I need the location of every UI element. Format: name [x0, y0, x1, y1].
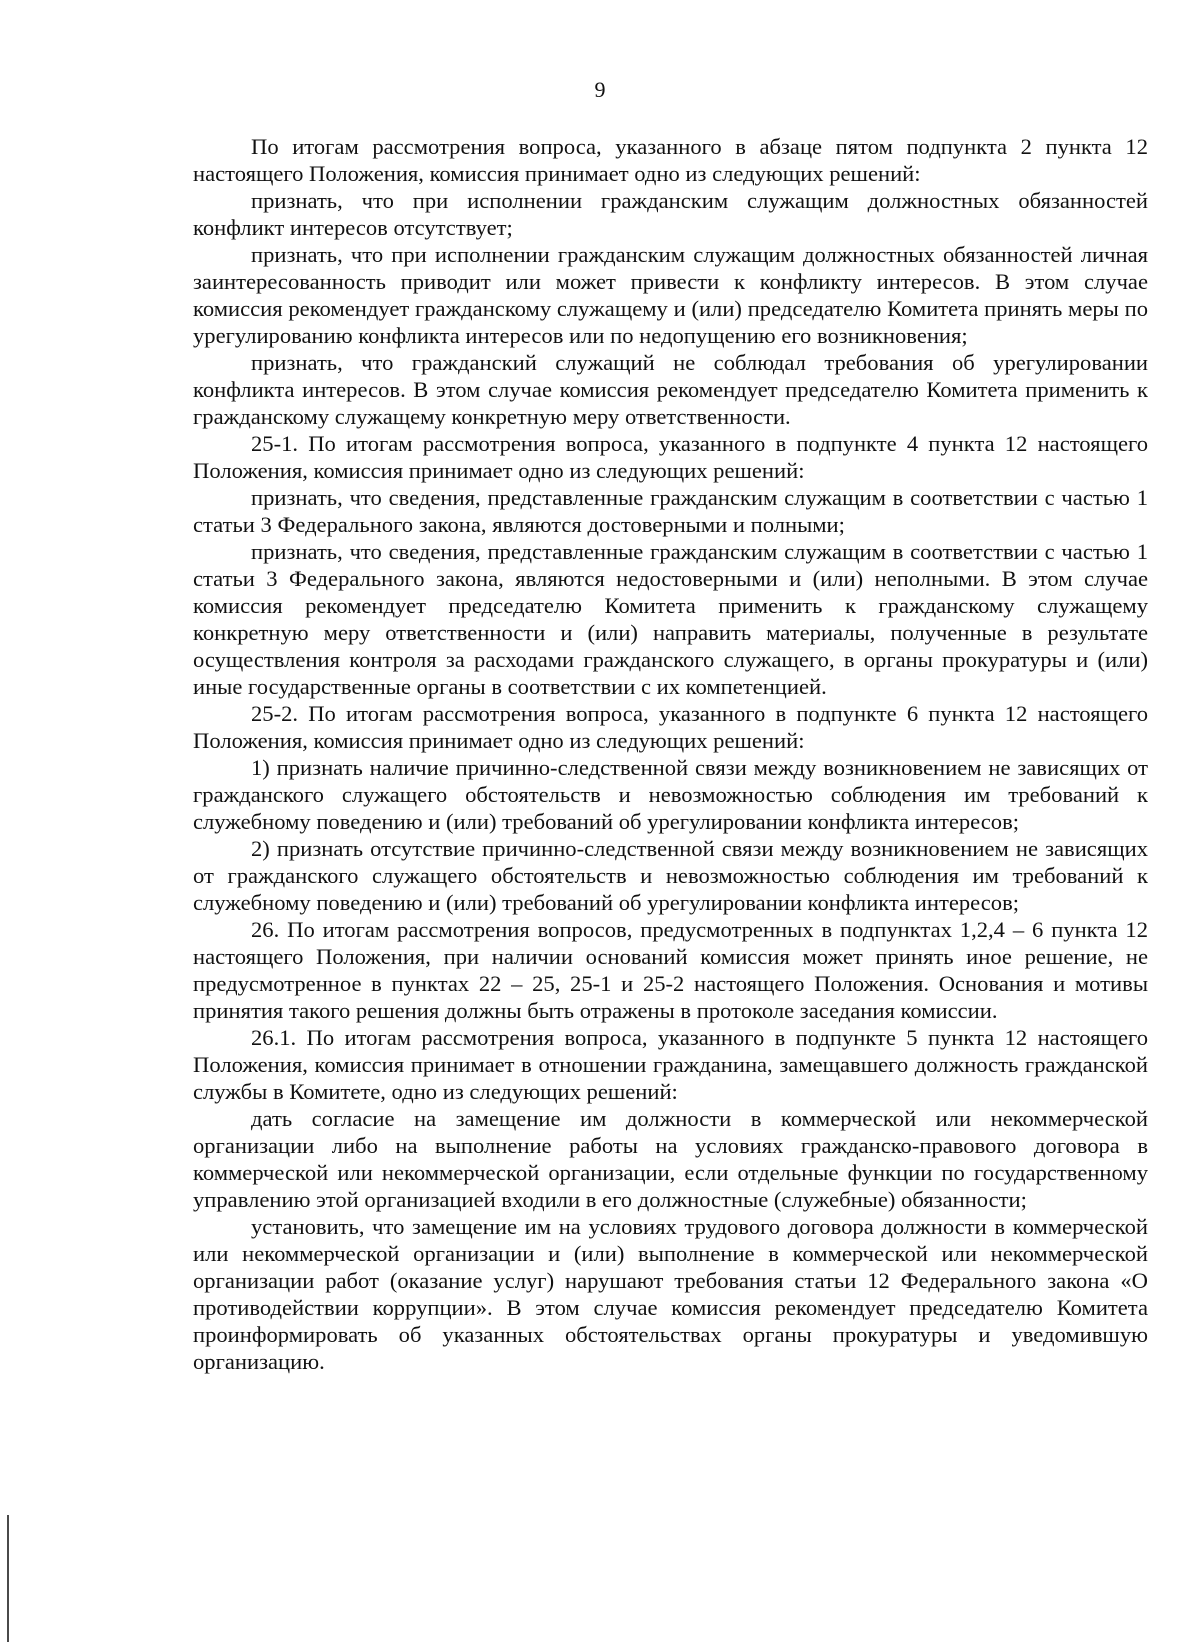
paragraph-intro-decisions: По итогам рассмотрения вопроса, указанного в абзаце пятом подпункта 2 пункта 12 настоящего Положения, комиссия принимает одно из следующих решений: — [193, 134, 1148, 186]
paragraph-25-1: 25-1. По итогам рассмотрения вопроса, указанного в подпункте 4 пункта 12 настоящего Положения, комиссия принимает одно из следующих решений: — [193, 431, 1148, 483]
paragraph-consent: дать согласие на замещение им должности в коммерческой или некоммерческой организации либо на выполнение работы на условиях гражданско-правового договора в коммерческой или некоммерческой организации, если отдельные функции по государственному управлению этой организацией входили в его должностные (служебные) обязанности; — [193, 1106, 1148, 1212]
page-number: 9 — [594, 77, 606, 102]
paragraph-26: 26. По итогам рассмотрения вопросов, предусмотренных в подпунктах 1,2,4 – 6 пункта 12 настоящего Положения, при наличии оснований комиссия может принять иное решение, не предусмотренное в пунктах 22 – 25, 25-1 и 25-2 настоящего Положения. Основания и мотивы принятия такого решения должны быть отражены в протоколе заседания комиссии. — [193, 917, 1148, 1023]
document-body — [193, 133, 1148, 1375]
paragraph-info-unreliable: признать, что сведения, представленные гражданским служащим в соответствии с частью 1 статьи 3 Федерального закона, являются недостоверными и (или) неполными. В этом случае комиссия рекомендует председателю Комитета применить к гражданскому служащему конкретную меру ответственности и (или) направить материалы, полученные в результате осуществления контроля за расходами гражданского служащего, в органы прокуратуры и (или) иные государственные органы в соответствии с их компетенцией. — [193, 539, 1148, 699]
paragraph-requirements-not-met: признать, что гражданский служащий не соблюдал требования об урегулировании конфликта интересов. В этом случае комиссия рекомендует председателю Комитета применить к гражданскому служащему конкретную меру ответственности. — [193, 350, 1148, 429]
paragraph-26-1: 26.1. По итогам рассмотрения вопроса, указанного в подпункте 5 пункта 12 настоящего Положения, комиссия принимает в отношении гражданина, замещавшего должность гражданской службы в Комитете, одно из следующих решений: — [193, 1025, 1148, 1104]
paragraph-info-reliable: признать, что сведения, представленные гражданским служащим в соответствии с частью 1 статьи 3 Федерального закона, являются достоверными и полными; — [193, 485, 1148, 537]
paragraph-25-2-item-1: 1) признать наличие причинно-следственной связи между возникновением не зависящих от гражданского служащего обстоятельств и невозможностью соблюдения им требований к служебному поведению и (или) требований об урегулировании конфликта интересов; — [193, 755, 1148, 834]
paragraph-no-conflict: признать, что при исполнении гражданским служащим должностных обязанностей конфликт интересов отсутствует; — [193, 188, 1148, 240]
scan-edge-mark — [7, 1515, 9, 1642]
paragraph-violation: установить, что замещение им на условиях трудового договора должности в коммерческой или некоммерческой организации и (или) выполнение в коммерческой или некоммерческой организации работ (оказание услуг) нарушают требования статьи 12 Федерального закона «О противодействии коррупции». В этом случае комиссия рекомендует председателю Комитета проинформировать об указанных обстоятельствах органы прокуратуры и уведомившую организацию. — [193, 1214, 1148, 1374]
paragraph-25-2-item-2: 2) признать отсутствие причинно-следственной связи между возникновением не зависящих от гражданского служащего обстоятельств и невозможностью соблюдения им требований к служебному поведению и (или) требований об урегулировании конфликта интересов; — [193, 836, 1148, 915]
paragraph-conflict-possible: признать, что при исполнении гражданским служащим должностных обязанностей личная заинтересованность приводит или может привести к конфликту интересов. В этом случае комиссия рекомендует гражданскому служащему и (или) председателю Комитета принять меры по урегулированию конфликта интересов или по недопущению его возникновения; — [193, 242, 1148, 348]
paragraph-25-2: 25-2. По итогам рассмотрения вопроса, указанного в подпункте 6 пункта 12 настоящего Положения, комиссия принимает одно из следующих решений: — [193, 701, 1148, 753]
